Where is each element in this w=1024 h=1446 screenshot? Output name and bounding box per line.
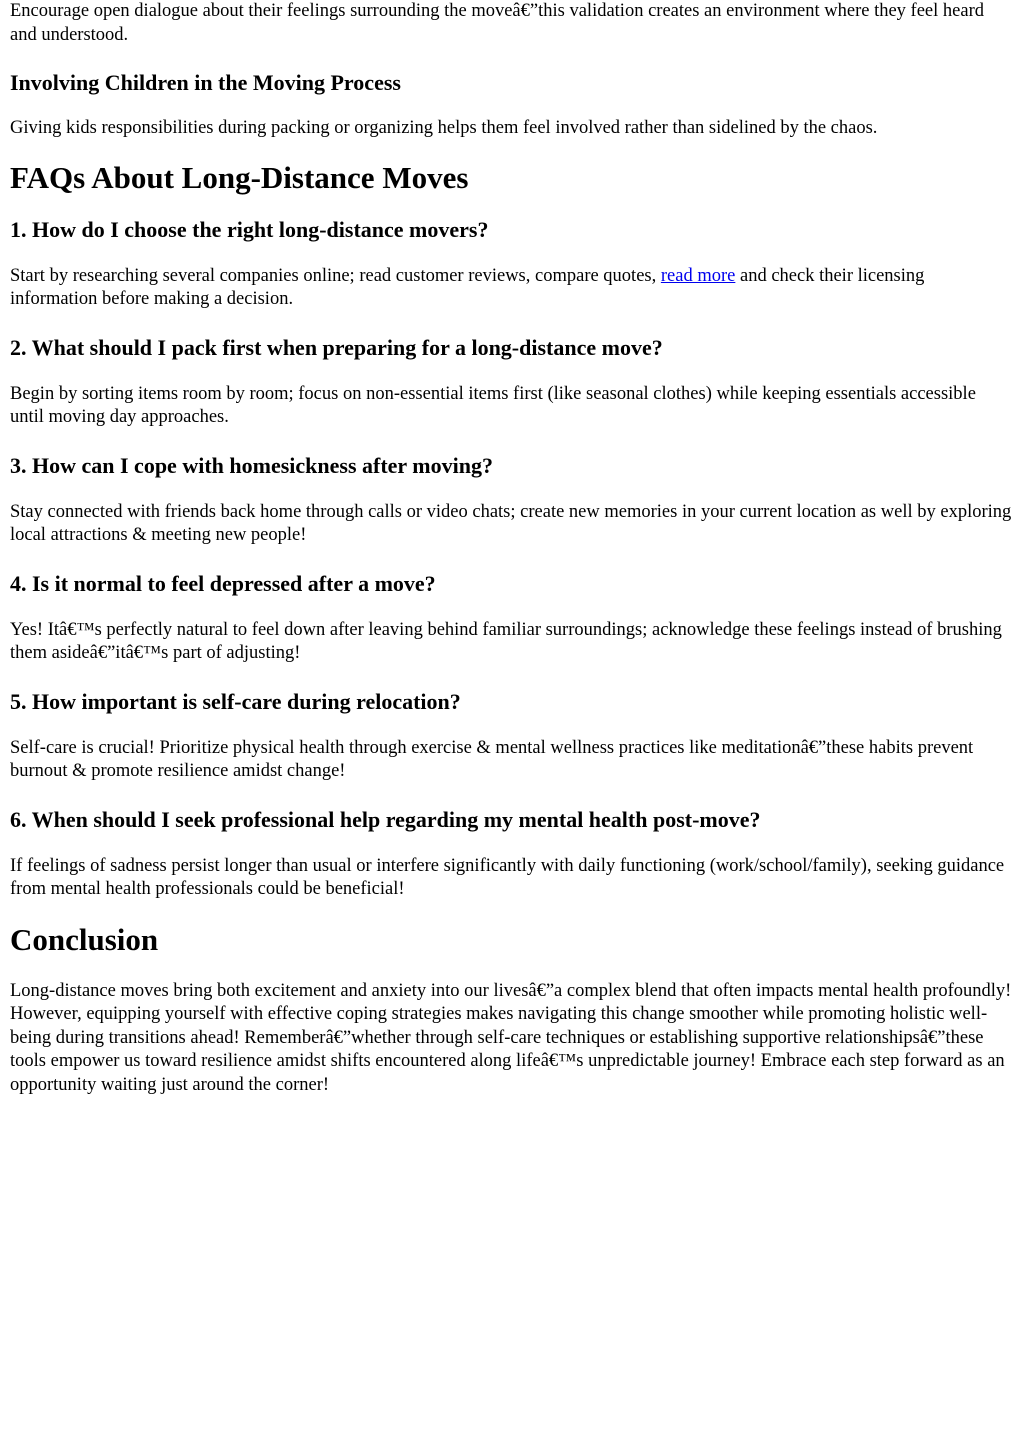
involving-children-paragraph: Giving kids responsibilities during packing or organizing helps them feel involved rather than sidelined by the chaos.	[10, 118, 878, 138]
faq-question-3: 3. How can I cope with homesickness after moving?	[10, 452, 493, 478]
involving-children-heading: Involving Children in the Moving Process	[10, 70, 401, 95]
faq-answer-1-text-after: and check their licensing information before making a decision.	[10, 265, 925, 309]
faq-answer-2: Begin by sorting items room by room; focus on non-essential items first (like seasonal clothes) while keeping essentials accessible until moving day approaches.	[10, 383, 976, 427]
faq-heading: FAQs About Long-Distance Moves	[10, 159, 469, 195]
faq-question-2: 2. What should I pack first when preparing for a long-distance move?	[10, 334, 663, 360]
read-more-link[interactable]: read more	[660, 265, 736, 286]
faq-answer-4: Yes! Itâ€™s perfectly natural to feel down after leaving behind familiar surroundings; acknowledge these feelings instead of brushing them asideâ€”itâ€™s part of adjusting!	[10, 619, 1002, 663]
faq-answer-1	[10, 265, 1014, 312]
faq-question-4: 4. Is it normal to feel depressed after a move?	[10, 570, 436, 596]
faq-answer-5: Self-care is crucial! Prioritize physical health through exercise & mental wellness practices like meditationâ€”these habits prevent burnout & promote resilience amidst change!	[10, 737, 974, 781]
conclusion-heading: Conclusion	[10, 921, 159, 957]
faq-question-5: 5. How important is self-care during relocation?	[10, 688, 461, 714]
intro-paragraph: Encourage open dialogue about their feelings surrounding the moveâ€”this validation creates an environment where they feel heard and understood.	[10, 1, 984, 45]
faq-answer-3: Stay connected with friends back home through calls or video chats; create new memories in your current location as well by exploring local attractions & meeting new people!	[10, 501, 1012, 545]
faq-question-6: 6. When should I seek professional help regarding my mental health post-move?	[10, 806, 761, 832]
faq-answer-6: If feelings of sadness persist longer than usual or interfere significantly with daily functioning (work/school/family), seeking guidance from mental health professionals could be beneficial!	[10, 855, 1005, 899]
faq-answer-1-text-before: Start by researching several companies online; read customer reviews, compare quotes,	[10, 265, 661, 286]
conclusion-paragraph: Long-distance moves bring both excitement and anxiety into our livesâ€”a complex blend that often impacts mental health profoundly! However, equipping yourself with effective coping strategies makes navigating this change smoother while promoting holistic well-being during transitions ahead! Rememberâ€”whether through self-care techniques or establishing supportive relationshipsâ€”these tools empower us toward resilience amidst shifts encountered along lifeâ€™s unpredictable journey! Embrace each step forward as an opportunity waiting just around the corner!	[10, 980, 1012, 1095]
faq-question-1: 1. How do I choose the right long-distance movers?	[10, 216, 489, 242]
